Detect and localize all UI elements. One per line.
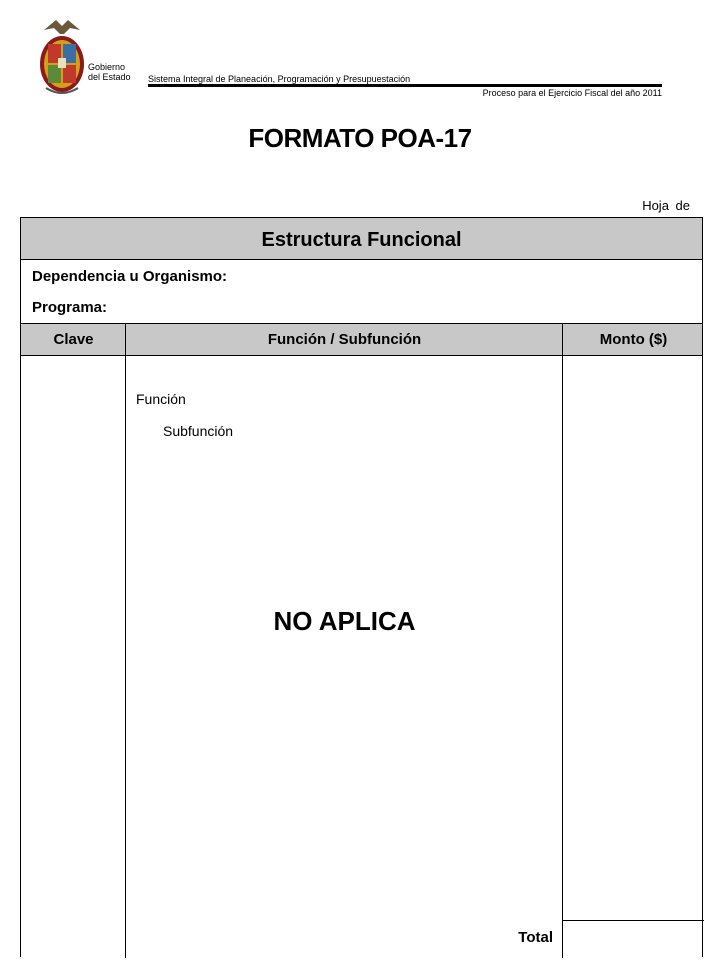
system-name: Sistema Integral de Planeación, Programación y Presupuestación bbox=[148, 74, 411, 84]
coat-of-arms-icon bbox=[36, 18, 88, 96]
table-banner: Estructura Funcional bbox=[21, 218, 702, 260]
gobierno-line1: Gobierno bbox=[88, 62, 126, 72]
programa-label: Programa: bbox=[32, 299, 108, 316]
process-label: Proceso para el Ejercicio Fiscal del año 2011 bbox=[482, 88, 662, 98]
functional-structure-table bbox=[20, 217, 703, 957]
not-applicable-note: NO APLICA bbox=[273, 606, 416, 636]
subfuncion-label: Subfunción bbox=[163, 423, 234, 439]
column-header-funcion: Función / Subfunción bbox=[267, 331, 422, 348]
funcion-label: Función bbox=[136, 391, 186, 407]
header-rule bbox=[148, 84, 662, 87]
total-divider bbox=[562, 920, 704, 921]
government-label bbox=[88, 62, 131, 82]
column-divider-2 bbox=[562, 323, 563, 958]
column-header-clave: Clave bbox=[53, 331, 94, 348]
total-label: Total bbox=[518, 929, 553, 946]
column-header-row bbox=[21, 323, 702, 356]
page-title: FORMATO POA-17 bbox=[248, 123, 472, 153]
column-header-monto: Monto ($) bbox=[599, 331, 668, 348]
column-divider-1 bbox=[125, 323, 126, 958]
dependencia-label: Dependencia u Organismo: bbox=[32, 268, 228, 285]
page-number-label: Hoja de bbox=[642, 198, 690, 213]
gobierno-line2: del Estado bbox=[88, 72, 131, 82]
